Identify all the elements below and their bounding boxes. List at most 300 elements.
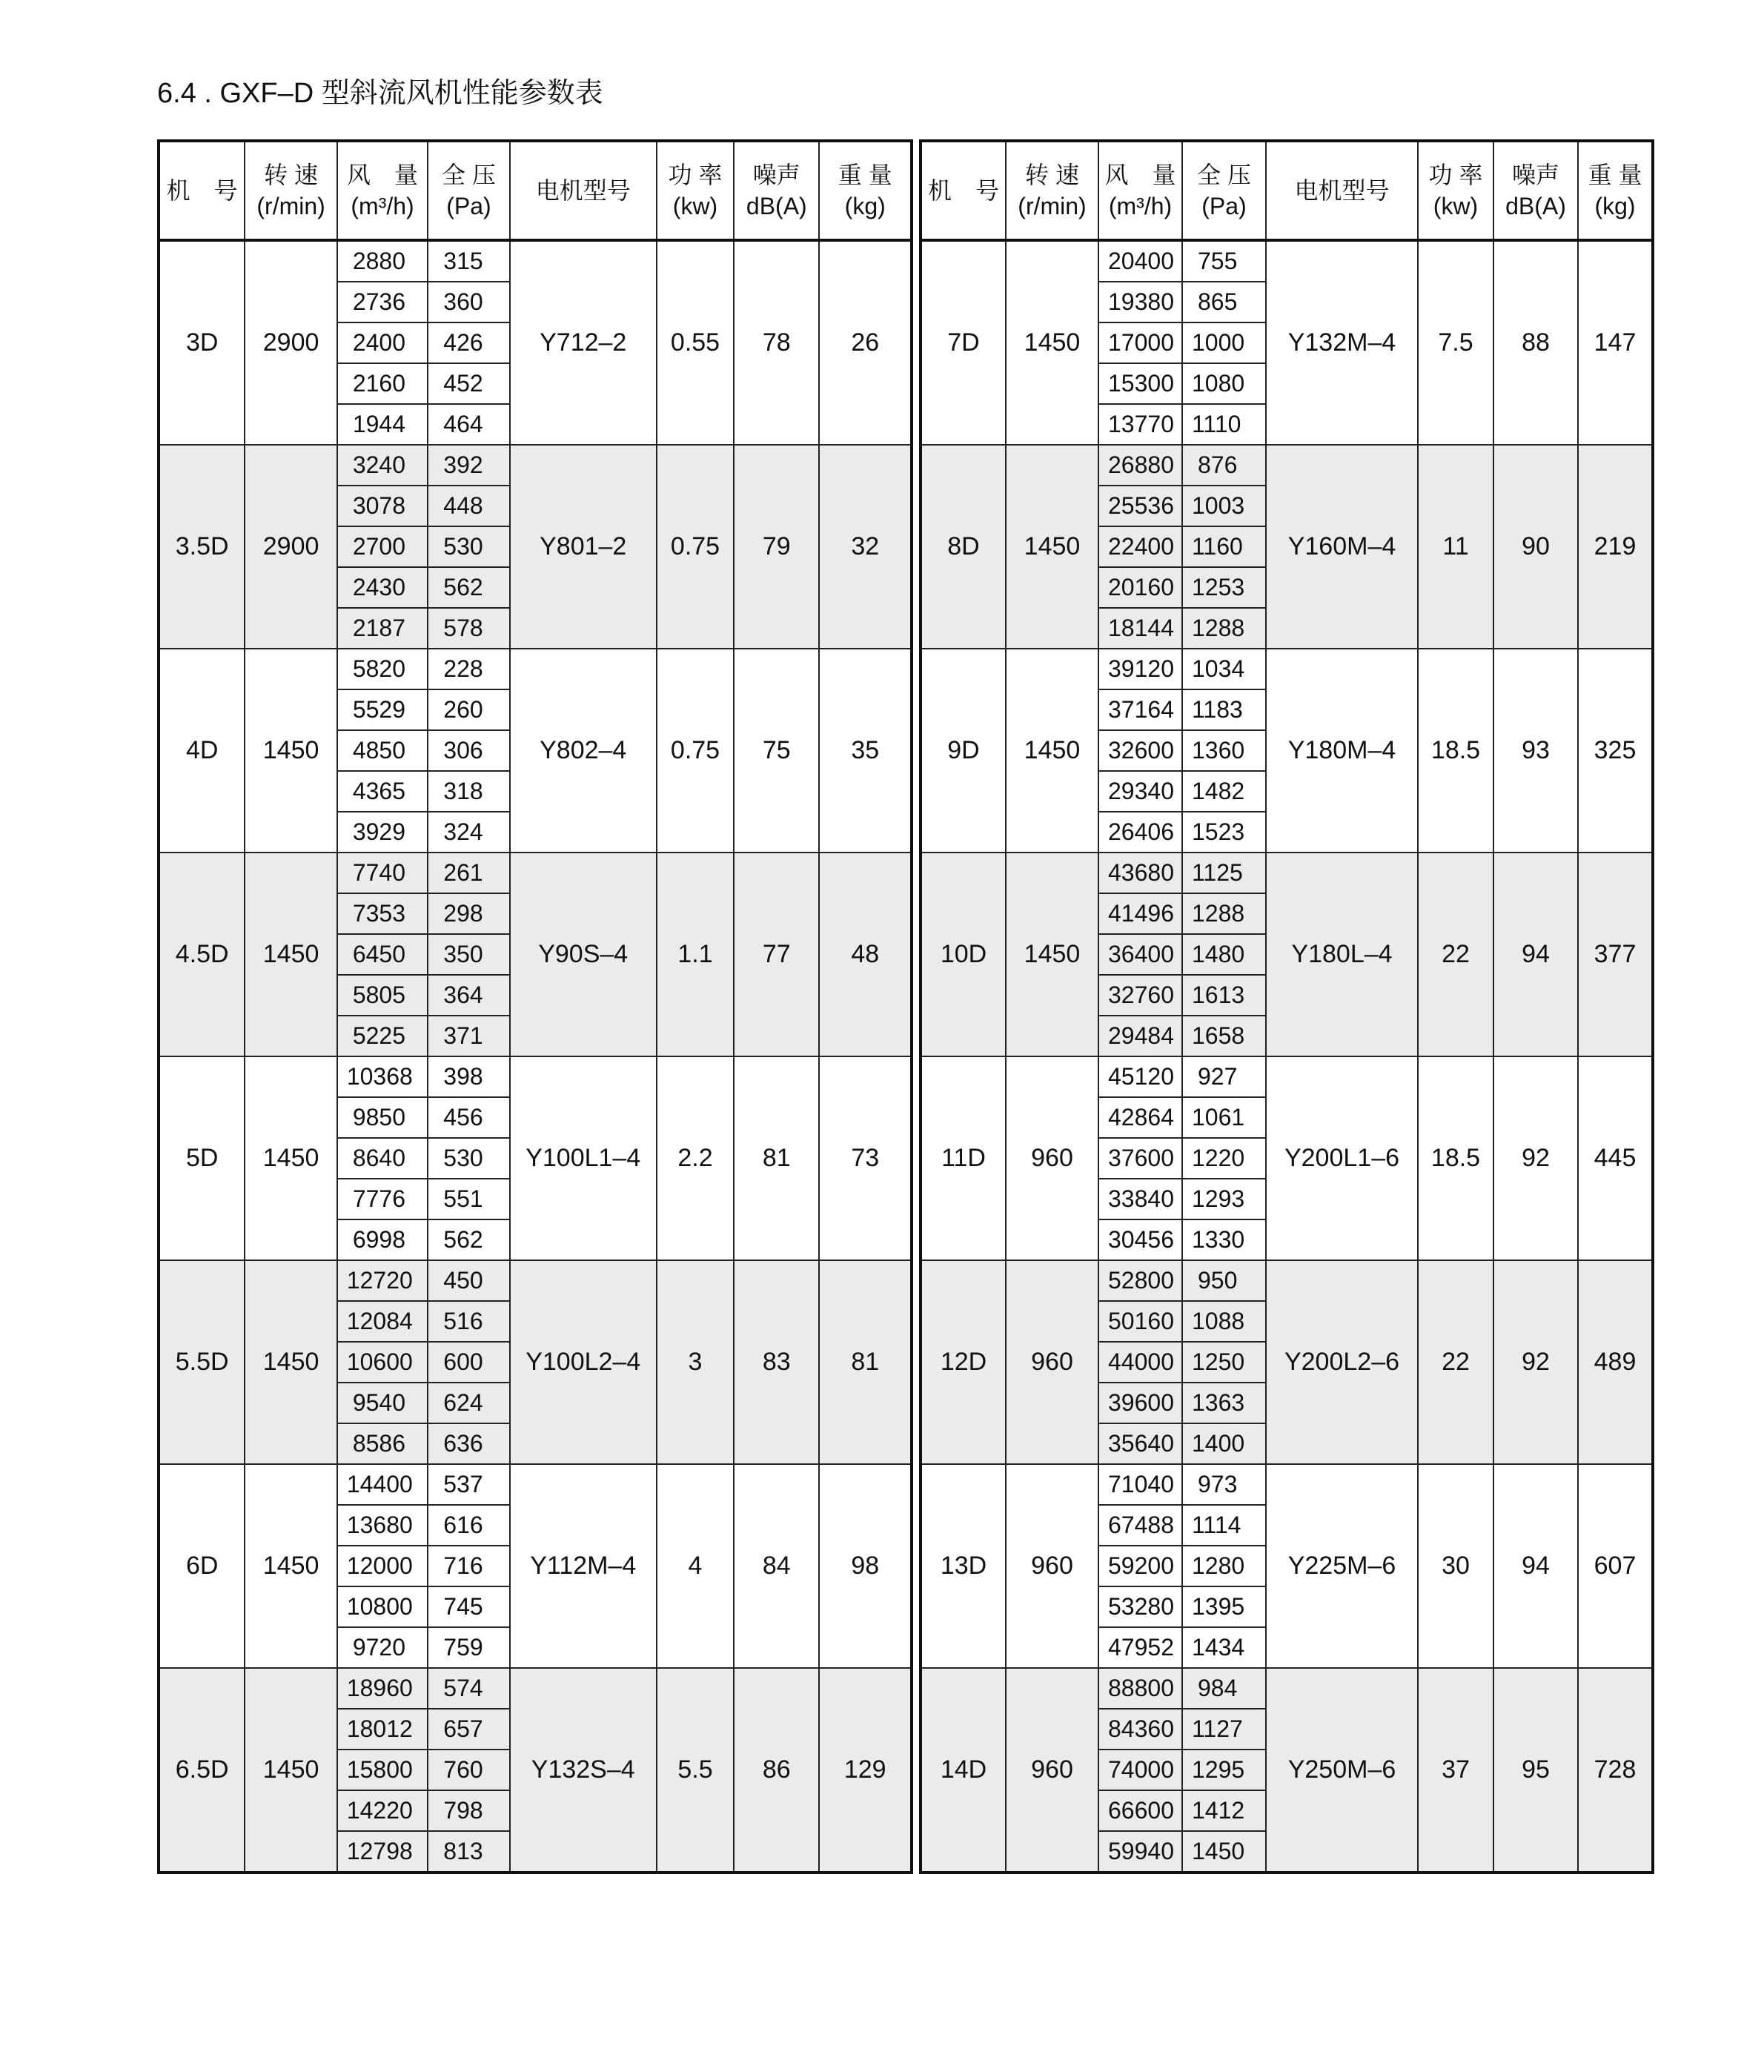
airflow-cell: 41496 [1098, 893, 1182, 934]
airflow-cell: 14220 [337, 1790, 428, 1831]
pressure-cell: 636 [428, 1423, 509, 1464]
pressure-cell: 574 [428, 1668, 509, 1709]
column-header-label: 转 速 [1025, 162, 1079, 188]
motor-cell: Y180M–4 [1266, 649, 1418, 853]
power-cell: 2.2 [657, 1056, 734, 1260]
fan-group [921, 1668, 1653, 1873]
motor-cell: Y100L1–4 [510, 1056, 657, 1260]
table-row [921, 1260, 1653, 1301]
power-cell: 18.5 [1418, 1056, 1493, 1260]
column-header [1493, 141, 1578, 240]
airflow-cell: 53280 [1098, 1586, 1182, 1627]
fan-model-cell: 6D [159, 1464, 245, 1668]
fan-group [921, 240, 1653, 445]
speed-cell: 960 [1006, 1056, 1098, 1260]
airflow-cell: 5529 [337, 689, 428, 730]
power-cell: 0.55 [657, 240, 734, 445]
airflow-cell: 4365 [337, 771, 428, 812]
column-header [1266, 141, 1418, 240]
power-cell: 5.5 [657, 1668, 734, 1873]
airflow-cell: 50160 [1098, 1301, 1182, 1342]
pressure-cell: 1034 [1182, 649, 1266, 689]
airflow-cell: 5225 [337, 1016, 428, 1056]
airflow-cell: 8640 [337, 1138, 428, 1179]
pressure-cell: 1114 [1182, 1505, 1266, 1546]
column-header-label: 噪声 [752, 162, 800, 188]
pressure-cell: 1125 [1182, 853, 1266, 893]
table-row [159, 853, 912, 893]
pressure-cell: 1450 [1182, 1831, 1266, 1873]
pressure-cell: 452 [428, 363, 509, 404]
weight-cell: 48 [819, 853, 912, 1056]
power-cell: 18.5 [1418, 649, 1493, 853]
fan-group [159, 240, 912, 445]
motor-cell: Y801–2 [510, 445, 657, 649]
pressure-cell: 1295 [1182, 1750, 1266, 1790]
airflow-cell: 13680 [337, 1505, 428, 1546]
pressure-cell: 1000 [1182, 322, 1266, 363]
airflow-cell: 45120 [1098, 1056, 1182, 1097]
column-header-unit: dB(A) [1505, 193, 1566, 219]
airflow-cell: 2400 [337, 322, 428, 363]
power-cell: 0.75 [657, 649, 734, 853]
pressure-cell: 392 [428, 445, 509, 486]
pressure-cell: 1412 [1182, 1790, 1266, 1831]
table-row [159, 649, 912, 689]
weight-cell: 129 [819, 1668, 912, 1873]
pressure-cell: 1220 [1182, 1138, 1266, 1179]
table-row [921, 853, 1653, 893]
airflow-cell: 26880 [1098, 445, 1182, 486]
pressure-cell: 657 [428, 1709, 509, 1750]
pressure-cell: 745 [428, 1586, 509, 1627]
pressure-cell: 1613 [1182, 975, 1266, 1016]
power-cell: 7.5 [1418, 240, 1493, 445]
pressure-cell: 450 [428, 1260, 509, 1301]
power-cell: 30 [1418, 1464, 1493, 1668]
pressure-cell: 1253 [1182, 567, 1266, 608]
airflow-cell: 66600 [1098, 1790, 1182, 1831]
table-row [921, 1464, 1653, 1505]
pressure-cell: 1360 [1182, 730, 1266, 771]
column-header-label: 全 压 [441, 162, 496, 188]
pressure-cell: 551 [428, 1179, 509, 1219]
column-header [819, 141, 912, 240]
airflow-cell: 9850 [337, 1097, 428, 1138]
fan-group [159, 1056, 912, 1260]
airflow-cell: 35640 [1098, 1423, 1182, 1464]
airflow-cell: 15300 [1098, 363, 1182, 404]
fan-model-cell: 7D [921, 240, 1006, 445]
airflow-cell: 20160 [1098, 567, 1182, 608]
airflow-cell: 2880 [337, 240, 428, 282]
airflow-cell: 59200 [1098, 1546, 1182, 1586]
column-header-unit: (kw) [672, 193, 718, 219]
motor-cell: Y90S–4 [510, 853, 657, 1056]
pressure-cell: 798 [428, 1790, 509, 1831]
motor-cell: Y100L2–4 [510, 1260, 657, 1464]
pressure-cell: 298 [428, 893, 509, 934]
weight-cell: 728 [1578, 1668, 1653, 1873]
fan-model-cell: 3D [159, 240, 245, 445]
pressure-cell: 600 [428, 1342, 509, 1383]
column-header-unit: (r/min) [1018, 193, 1087, 219]
airflow-cell: 5820 [337, 649, 428, 689]
pressure-cell: 1480 [1182, 934, 1266, 975]
pressure-cell: 1003 [1182, 486, 1266, 526]
column-header [337, 141, 428, 240]
column-header [159, 141, 245, 240]
weight-cell: 219 [1578, 445, 1653, 649]
airflow-cell: 7740 [337, 853, 428, 893]
weight-cell: 98 [819, 1464, 912, 1668]
airflow-cell: 59940 [1098, 1831, 1182, 1873]
column-header-unit: dB(A) [746, 193, 807, 219]
noise-cell: 88 [1493, 240, 1578, 445]
pressure-cell: 760 [428, 1750, 509, 1790]
weight-cell: 81 [819, 1260, 912, 1464]
weight-cell: 445 [1578, 1056, 1653, 1260]
airflow-cell: 2430 [337, 567, 428, 608]
airflow-cell: 26406 [1098, 812, 1182, 853]
fan-group [159, 853, 912, 1056]
noise-cell: 81 [734, 1056, 819, 1260]
airflow-cell: 52800 [1098, 1260, 1182, 1301]
column-header-unit: (Pa) [446, 193, 491, 219]
speed-cell: 1450 [245, 649, 336, 853]
column-header [245, 141, 336, 240]
speed-cell: 2900 [245, 445, 336, 649]
pressure-cell: 927 [1182, 1056, 1266, 1097]
noise-cell: 86 [734, 1668, 819, 1873]
noise-cell: 92 [1493, 1260, 1578, 1464]
airflow-cell: 30456 [1098, 1219, 1182, 1260]
noise-cell: 75 [734, 649, 819, 853]
pressure-cell: 371 [428, 1016, 509, 1056]
airflow-cell: 18144 [1098, 608, 1182, 649]
motor-cell: Y200L2–6 [1266, 1260, 1418, 1464]
column-header [657, 141, 734, 240]
motor-cell: Y160M–4 [1266, 445, 1418, 649]
pressure-cell: 360 [428, 282, 509, 322]
airflow-cell: 2736 [337, 282, 428, 322]
column-header-label: 功 率 [668, 162, 723, 188]
pressure-cell: 530 [428, 526, 509, 567]
weight-cell: 32 [819, 445, 912, 649]
airflow-cell: 12798 [337, 1831, 428, 1873]
airflow-cell: 9540 [337, 1383, 428, 1423]
pressure-cell: 1482 [1182, 771, 1266, 812]
airflow-cell: 10800 [337, 1586, 428, 1627]
column-header [1578, 141, 1653, 240]
column-header-label: 电机型号 [535, 177, 631, 204]
pressure-cell: 1293 [1182, 1179, 1266, 1219]
column-header [1182, 141, 1266, 240]
column-header [734, 141, 819, 240]
column-header-label: 电机型号 [1294, 177, 1390, 204]
table-row [921, 445, 1653, 486]
airflow-cell: 2160 [337, 363, 428, 404]
pressure-cell: 315 [428, 240, 509, 282]
noise-cell: 90 [1493, 445, 1578, 649]
pressure-cell: 1280 [1182, 1546, 1266, 1586]
fan-model-cell: 3.5D [159, 445, 245, 649]
weight-cell: 325 [1578, 649, 1653, 853]
column-header-label: 转 速 [264, 162, 319, 188]
noise-cell: 94 [1493, 853, 1578, 1056]
pressure-cell: 813 [428, 1831, 509, 1873]
pressure-cell: 1288 [1182, 608, 1266, 649]
speed-cell: 960 [1006, 1260, 1098, 1464]
fan-model-cell: 4D [159, 649, 245, 853]
airflow-cell: 39120 [1098, 649, 1182, 689]
power-cell: 4 [657, 1464, 734, 1668]
speed-cell: 1450 [245, 1260, 336, 1464]
airflow-cell: 7353 [337, 893, 428, 934]
weight-cell: 607 [1578, 1464, 1653, 1668]
airflow-cell: 20400 [1098, 240, 1182, 282]
noise-cell: 77 [734, 853, 819, 1056]
pressure-cell: 1061 [1182, 1097, 1266, 1138]
motor-cell: Y180L–4 [1266, 853, 1418, 1056]
airflow-cell: 18012 [337, 1709, 428, 1750]
fan-model-cell: 11D [921, 1056, 1006, 1260]
column-header [510, 141, 657, 240]
fan-model-cell: 12D [921, 1260, 1006, 1464]
motor-cell: Y132M–4 [1266, 240, 1418, 445]
pressure-cell: 228 [428, 649, 509, 689]
pressure-cell: 950 [1182, 1260, 1266, 1301]
airflow-cell: 2700 [337, 526, 428, 567]
fan-model-cell: 10D [921, 853, 1006, 1056]
fan-group [159, 1668, 912, 1873]
power-cell: 11 [1418, 445, 1493, 649]
airflow-cell: 15800 [337, 1750, 428, 1790]
noise-cell: 79 [734, 445, 819, 649]
pressure-cell: 261 [428, 853, 509, 893]
pressure-cell: 1434 [1182, 1627, 1266, 1668]
pressure-cell: 1127 [1182, 1709, 1266, 1750]
speed-cell: 1450 [1006, 240, 1098, 445]
pressure-cell: 1110 [1182, 404, 1266, 445]
airflow-cell: 17000 [1098, 322, 1182, 363]
performance-table-left [157, 139, 913, 1874]
column-header-label: 风 量 [347, 162, 419, 188]
pressure-cell: 759 [428, 1627, 509, 1668]
airflow-cell: 44000 [1098, 1342, 1182, 1383]
speed-cell: 2900 [245, 240, 336, 445]
airflow-cell: 19380 [1098, 282, 1182, 322]
weight-cell: 377 [1578, 853, 1653, 1056]
airflow-cell: 36400 [1098, 934, 1182, 975]
airflow-cell: 3078 [337, 486, 428, 526]
fan-model-cell: 13D [921, 1464, 1006, 1668]
fan-group [159, 1464, 912, 1668]
power-cell: 3 [657, 1260, 734, 1464]
fan-group [921, 853, 1653, 1056]
pressure-cell: 1395 [1182, 1586, 1266, 1627]
column-header-unit: (kg) [844, 193, 886, 219]
pressure-cell: 464 [428, 404, 509, 445]
airflow-cell: 7776 [337, 1179, 428, 1219]
power-cell: 37 [1418, 1668, 1493, 1873]
fan-model-cell: 14D [921, 1668, 1006, 1873]
pressure-cell: 973 [1182, 1464, 1266, 1505]
table-row [921, 649, 1653, 689]
airflow-cell: 3929 [337, 812, 428, 853]
fan-group [921, 445, 1653, 649]
motor-cell: Y200L1–6 [1266, 1056, 1418, 1260]
airflow-cell: 47952 [1098, 1627, 1182, 1668]
airflow-cell: 18960 [337, 1668, 428, 1709]
column-header-label: 全 压 [1197, 162, 1251, 188]
header-row [159, 141, 912, 240]
power-cell: 22 [1418, 853, 1493, 1056]
table-row [921, 1056, 1653, 1097]
airflow-cell: 25536 [1098, 486, 1182, 526]
speed-cell: 960 [1006, 1464, 1098, 1668]
noise-cell: 92 [1493, 1056, 1578, 1260]
pressure-cell: 1183 [1182, 689, 1266, 730]
weight-cell: 26 [819, 240, 912, 445]
speed-cell: 1450 [1006, 853, 1098, 1056]
fan-group [921, 1464, 1653, 1668]
pressure-cell: 578 [428, 608, 509, 649]
pressure-cell: 364 [428, 975, 509, 1016]
noise-cell: 94 [1493, 1464, 1578, 1668]
motor-cell: Y802–4 [510, 649, 657, 853]
power-cell: 22 [1418, 1260, 1493, 1464]
airflow-cell: 29340 [1098, 771, 1182, 812]
column-header-unit: (Pa) [1201, 193, 1247, 219]
table-row [159, 240, 912, 282]
airflow-cell: 67488 [1098, 1505, 1182, 1546]
noise-cell: 78 [734, 240, 819, 445]
column-header-label: 噪声 [1511, 162, 1559, 188]
fan-model-cell: 5.5D [159, 1260, 245, 1464]
airflow-cell: 10368 [337, 1056, 428, 1097]
speed-cell: 960 [1006, 1668, 1098, 1873]
speed-cell: 1450 [245, 853, 336, 1056]
column-header-label: 机 号 [927, 177, 999, 204]
weight-cell: 489 [1578, 1260, 1653, 1464]
airflow-cell: 12000 [337, 1546, 428, 1586]
pressure-cell: 306 [428, 730, 509, 771]
airflow-cell: 37600 [1098, 1138, 1182, 1179]
motor-cell: Y112M–4 [510, 1464, 657, 1668]
pressure-cell: 1363 [1182, 1383, 1266, 1423]
pressure-cell: 1080 [1182, 363, 1266, 404]
airflow-cell: 37164 [1098, 689, 1182, 730]
airflow-cell: 3240 [337, 445, 428, 486]
column-header-unit: (kg) [1594, 193, 1636, 219]
airflow-cell: 9720 [337, 1627, 428, 1668]
airflow-cell: 12084 [337, 1301, 428, 1342]
performance-table-right [919, 139, 1654, 1874]
fan-group [921, 1260, 1653, 1464]
column-header-unit: (kw) [1433, 193, 1479, 219]
fan-model-cell: 9D [921, 649, 1006, 853]
pressure-cell: 426 [428, 322, 509, 363]
pressure-cell: 350 [428, 934, 509, 975]
table-row [159, 1056, 912, 1097]
pressure-cell: 876 [1182, 445, 1266, 486]
page-title: 6.4 . GXF–D 型斜流风机性能参数表 [157, 78, 603, 109]
airflow-cell: 42864 [1098, 1097, 1182, 1138]
pressure-cell: 1250 [1182, 1342, 1266, 1383]
pressure-cell: 260 [428, 689, 509, 730]
pressure-cell: 1523 [1182, 812, 1266, 853]
column-header-unit: (m³/h) [351, 193, 414, 219]
pressure-cell: 456 [428, 1097, 509, 1138]
column-header-label: 重 量 [838, 162, 892, 188]
power-cell: 1.1 [657, 853, 734, 1056]
fan-group [921, 1056, 1653, 1260]
pressure-cell: 865 [1182, 282, 1266, 322]
column-header [1006, 141, 1098, 240]
pressure-cell: 398 [428, 1056, 509, 1097]
speed-cell: 1450 [245, 1056, 336, 1260]
airflow-cell: 71040 [1098, 1464, 1182, 1505]
airflow-cell: 2187 [337, 608, 428, 649]
pressure-cell: 1400 [1182, 1423, 1266, 1464]
noise-cell: 84 [734, 1464, 819, 1668]
airflow-cell: 6998 [337, 1219, 428, 1260]
column-header-unit: (m³/h) [1108, 193, 1173, 219]
airflow-cell: 13770 [1098, 404, 1182, 445]
column-header-label: 风 量 [1104, 162, 1176, 188]
airflow-cell: 4850 [337, 730, 428, 771]
column-header-label: 机 号 [166, 177, 238, 204]
weight-cell: 147 [1578, 240, 1653, 445]
fan-model-cell: 6.5D [159, 1668, 245, 1873]
pressure-cell: 716 [428, 1546, 509, 1586]
speed-cell: 1450 [245, 1668, 336, 1873]
column-header-unit: (r/min) [256, 193, 325, 219]
table-row [159, 1464, 912, 1505]
noise-cell: 95 [1493, 1668, 1578, 1873]
fan-model-cell: 4.5D [159, 853, 245, 1056]
pressure-cell: 1288 [1182, 893, 1266, 934]
weight-cell: 35 [819, 649, 912, 853]
pressure-cell: 324 [428, 812, 509, 853]
airflow-cell: 12720 [337, 1260, 428, 1301]
table-row [921, 1668, 1653, 1709]
pressure-cell: 530 [428, 1138, 509, 1179]
fan-group [159, 1260, 912, 1464]
pressure-cell: 1658 [1182, 1016, 1266, 1056]
airflow-cell: 74000 [1098, 1750, 1182, 1790]
column-header [921, 141, 1006, 240]
motor-cell: Y250M–6 [1266, 1668, 1418, 1873]
airflow-cell: 88800 [1098, 1668, 1182, 1709]
speed-cell: 1450 [245, 1464, 336, 1668]
airflow-cell: 5805 [337, 975, 428, 1016]
fan-group [921, 649, 1653, 853]
table-row [159, 1668, 912, 1709]
airflow-cell: 32600 [1098, 730, 1182, 771]
motor-cell: Y225M–6 [1266, 1464, 1418, 1668]
column-header [428, 141, 509, 240]
airflow-cell: 14400 [337, 1464, 428, 1505]
noise-cell: 93 [1493, 649, 1578, 853]
airflow-cell: 22400 [1098, 526, 1182, 567]
column-header [1098, 141, 1182, 240]
fan-model-cell: 5D [159, 1056, 245, 1260]
pressure-cell: 1160 [1182, 526, 1266, 567]
airflow-cell: 32760 [1098, 975, 1182, 1016]
pressure-cell: 984 [1182, 1668, 1266, 1709]
